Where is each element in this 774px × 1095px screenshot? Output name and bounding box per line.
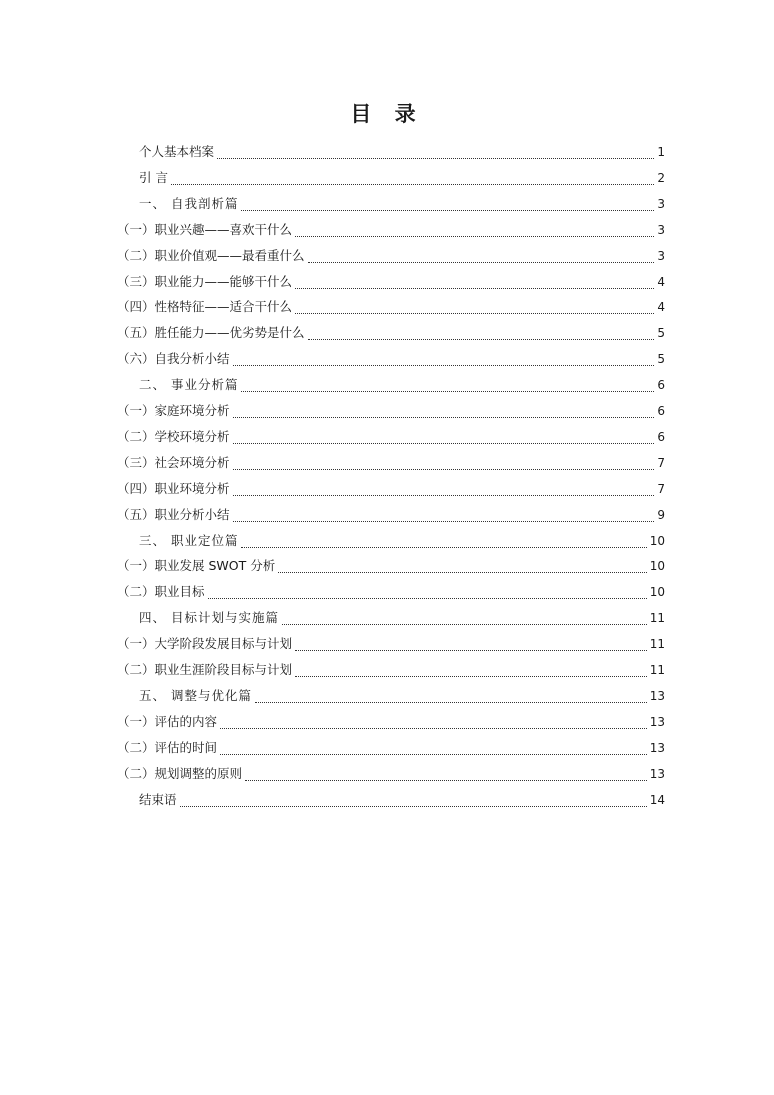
toc-entry[interactable]: [117, 296, 665, 318]
toc-entry-page-number: 10: [649, 585, 665, 600]
toc-entry-page-number: 13: [649, 766, 665, 781]
toc-entry[interactable]: [139, 167, 665, 189]
toc-entry-label: 二、 事业分析篇: [139, 377, 239, 393]
toc-entry[interactable]: [117, 426, 665, 448]
toc-dot-leader: [295, 675, 647, 677]
toc-entry[interactable]: [139, 530, 665, 552]
toc-entry[interactable]: [139, 789, 665, 811]
toc-entry-label: （一）评估的内容: [117, 713, 218, 729]
toc-entry-label: （二）职业目标: [117, 584, 205, 600]
toc-entry-label: （二）学校环境分析: [117, 428, 230, 444]
toc-entry-page-number: 9: [657, 507, 665, 522]
toc-entry-label: 引 言: [139, 169, 168, 185]
toc-entry-label: 一、 自我剖析篇: [139, 195, 239, 211]
toc-entry[interactable]: [117, 478, 665, 500]
toc-dot-leader: [233, 416, 655, 418]
toc-entry[interactable]: [117, 348, 665, 370]
toc-dot-leader: [241, 390, 654, 392]
toc-dot-leader: [233, 494, 655, 496]
toc-entry-page-number: 10: [649, 533, 665, 548]
toc-entry-page-number: 3: [657, 222, 665, 237]
toc-entry-page-number: 14: [649, 792, 665, 807]
toc-entry-page-number: 11: [649, 663, 665, 677]
toc-entry[interactable]: [117, 581, 665, 603]
toc-dot-leader: [308, 338, 655, 340]
toc-entry[interactable]: [139, 607, 665, 629]
toc-entry-label: 三、 职业定位篇: [139, 532, 239, 548]
page-title: 目 录: [350, 102, 424, 126]
toc-entry-label: （三）社会环境分析: [117, 454, 230, 470]
toc-entry-page-number: 6: [657, 429, 665, 444]
toc-entry-label: （二）规划调整的原则: [117, 765, 243, 781]
toc-entry[interactable]: [117, 711, 665, 733]
toc-dot-leader: [180, 805, 647, 807]
toc-entry-label: （二）评估的时间: [117, 739, 218, 755]
toc-entry-page-number: 4: [657, 300, 665, 315]
toc-entry[interactable]: [139, 685, 665, 707]
toc-dot-leader: [245, 779, 647, 781]
toc-dot-leader: [208, 597, 647, 599]
toc-entry[interactable]: [139, 193, 665, 215]
toc-dot-leader: [241, 209, 654, 211]
toc-entry[interactable]: [117, 219, 665, 241]
toc-entry-page-number: 13: [649, 714, 665, 729]
toc-dot-leader: [295, 235, 654, 237]
toc-dot-leader: [308, 261, 655, 263]
toc-entry-label: 结束语: [139, 791, 177, 807]
toc-entry-label: （五）胜任能力——优劣势是什么: [117, 325, 305, 341]
toc-entry-label: （二）职业价值观——最看重什么: [117, 247, 305, 263]
toc-entry-label: （四）职业环境分析: [117, 480, 230, 496]
toc-entry-label: （一）家庭环境分析: [117, 403, 230, 418]
toc-entry-label: （二）职业生涯阶段目标与计划: [117, 662, 293, 677]
toc-entry-label: （四）性格特征——适合干什么: [117, 299, 293, 315]
toc-entry-page-number: 6: [657, 378, 665, 393]
toc-entry[interactable]: [117, 271, 665, 293]
toc-entry[interactable]: [139, 141, 665, 163]
toc-entry-label: （三）职业能力——能够干什么: [117, 273, 293, 289]
toc-dot-leader: [255, 701, 647, 703]
toc-entry-page-number: 5: [657, 326, 665, 341]
toc-entry-label: （一）职业兴趣——喜欢干什么: [117, 221, 293, 237]
toc-dot-leader: [295, 287, 654, 289]
toc-entry-page-number: 1: [657, 145, 665, 159]
toc-entry-page-number: 11: [649, 637, 665, 652]
toc-entry[interactable]: [117, 555, 665, 577]
toc-entry[interactable]: [117, 322, 665, 344]
toc-entry-page-number: 11: [649, 611, 665, 626]
toc-entry-label: 四、 目标计划与实施篇: [139, 610, 279, 626]
toc-dot-leader: [295, 312, 654, 314]
toc-dot-leader: [233, 520, 655, 522]
toc-entry-page-number: 10: [649, 559, 665, 574]
toc-dot-leader: [220, 727, 647, 729]
toc-dot-leader: [171, 183, 654, 185]
toc-dot-leader: [233, 442, 655, 444]
toc-dot-leader: [278, 571, 647, 573]
toc-entry-label: （六）自我分析小结: [117, 351, 230, 367]
toc-entry[interactable]: [117, 452, 665, 474]
toc-entry[interactable]: [117, 504, 665, 526]
toc-entry[interactable]: [139, 374, 665, 396]
toc-entry-label: （一）大学阶段发展目标与计划: [117, 636, 293, 652]
toc-dot-leader: [220, 753, 647, 755]
toc-entry-page-number: 6: [657, 404, 665, 418]
toc-entry-page-number: 4: [657, 274, 665, 289]
toc-dot-leader: [241, 546, 646, 548]
toc-entry[interactable]: [117, 633, 665, 655]
toc-entry-page-number: 3: [657, 196, 665, 211]
toc-dot-leader: [233, 468, 655, 470]
toc-entry-label: （一）职业发展 SWOT 分析: [117, 558, 276, 574]
toc-entry-page-number: 13: [649, 740, 665, 755]
toc-dot-leader: [295, 649, 647, 651]
toc-dot-leader: [282, 623, 647, 625]
toc-entry-label: 个人基本档案: [139, 144, 215, 159]
toc-entry-page-number: 13: [649, 688, 665, 703]
toc-entry-page-number: 3: [657, 248, 665, 263]
toc-entry[interactable]: [117, 737, 665, 759]
toc-entry-page-number: 2: [657, 170, 665, 185]
toc-entry[interactable]: [117, 400, 665, 422]
toc-dot-leader: [217, 157, 654, 159]
toc-entry-label: （五）职业分析小结: [117, 506, 230, 522]
toc-entry-page-number: 5: [657, 352, 665, 367]
toc-entry[interactable]: [117, 763, 665, 785]
toc-entry[interactable]: [117, 659, 665, 681]
toc-entry[interactable]: [117, 245, 665, 267]
toc-dot-leader: [233, 364, 655, 366]
toc-entry-page-number: 7: [657, 455, 665, 470]
toc-entry-label: 五、 调整与优化篇: [139, 687, 252, 703]
toc-entry-page-number: 7: [657, 481, 665, 496]
